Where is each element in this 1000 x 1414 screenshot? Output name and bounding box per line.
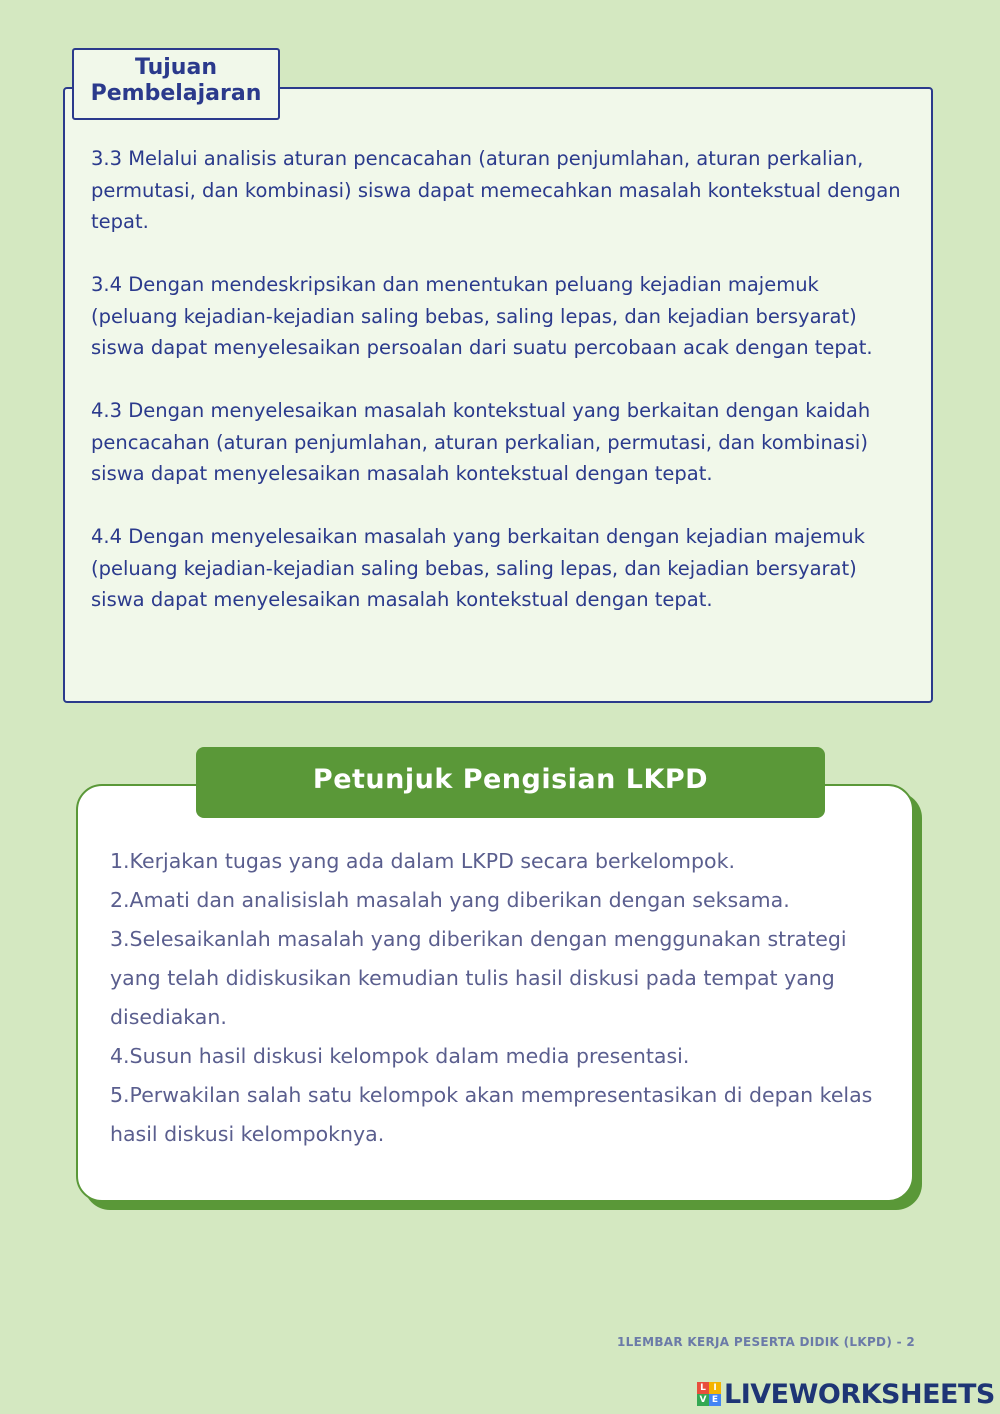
objective-item: 3.3 Melalui analisis aturan pencacahan (aturan penjumlahan, aturan perkalian, permutasi, dan kombinasi) siswa dapat memecahkan masalah kontekstual dengan tepat. (91, 147, 901, 233)
logo-letter: I (709, 1382, 721, 1394)
instruction-item: 4.Susun hasil diskusi kelompok dalam media presentasi. (110, 1044, 690, 1068)
objective-item: 4.3 Dengan menyelesaikan masalah kontekstual yang berkaitan dengan kaidah pencacahan (aturan penjumlahan, aturan perkalian, permutasi, dan kombinasi) siswa dapat menyelesaikan masalah kontekstual dengan tepat. (91, 399, 871, 485)
title-line-1: Tujuan (135, 55, 217, 80)
instruction-item: 3.Selesaikanlah masalah yang diberikan dengan menggunakan strategi yang telah didiskusikan kemudian tulis hasil diskusi pada tempat yang disediakan. (110, 927, 847, 1029)
logo-letter: E (709, 1394, 721, 1406)
logo-letter: V (697, 1394, 709, 1406)
liveworksheets-logo-icon (697, 1382, 721, 1406)
instruction-item: 2.Amati dan analisislah masalah yang diberikan dengan seksama. (110, 888, 790, 912)
instructions-title: Petunjuk Pengisian LKPD (196, 747, 825, 818)
objective-item: 4.4 Dengan menyelesaikan masalah yang berkaitan dengan kejadian majemuk (peluang kejadian-kejadian saling bebas, saling lepas, dan kejadian bersyarat) siswa dapat menyelesaikan masalah kontekstual dengan tepat. (91, 525, 865, 611)
learning-objectives-list (91, 143, 911, 647)
liveworksheets-logo[interactable] (697, 1378, 995, 1410)
title-line-2: Pembelajaran (90, 81, 262, 106)
instruction-item: 5.Perwakilan salah satu kelompok akan mempresentasikan di depan kelas hasil diskusi kelompoknya. (110, 1083, 873, 1146)
page-footer-label: 1LEMBAR KERJA PESERTA DIDIK (LKPD) - 2 (617, 1335, 915, 1349)
logo-letter: L (697, 1382, 709, 1394)
instructions-list (110, 842, 890, 1154)
instruction-item: 1.Kerjakan tugas yang ada dalam LKPD secara berkelompok. (110, 849, 735, 873)
liveworksheets-brand-text: LIVEWORKSHEETS (724, 1378, 995, 1410)
objective-item: 3.4 Dengan mendeskripsikan dan menentukan peluang kejadian majemuk (peluang kejadian-kejadian saling bebas, saling lepas, dan kejadian bersyarat) siswa dapat menyelesaikan persoalan dari suatu percobaan acak dengan tepat. (91, 273, 873, 359)
learning-objectives-title (72, 48, 280, 120)
